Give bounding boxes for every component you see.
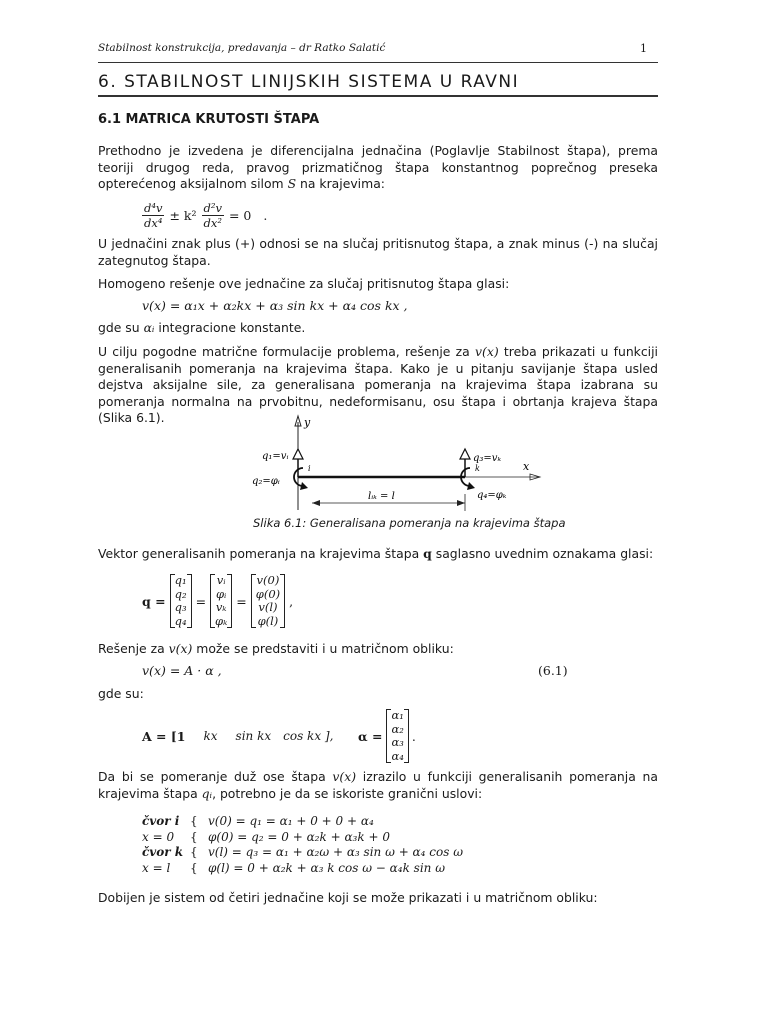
eq1-pm: ± k² <box>169 207 197 223</box>
label-q2: q₂=φᵢ <box>252 476 280 487</box>
equation-differential <box>140 197 267 233</box>
eq1-tail: . <box>263 207 268 223</box>
label-q1: q₁=vᵢ <box>262 451 289 462</box>
equation-6-1: v(x) = A · α , <box>142 663 222 678</box>
paragraph-intro-end: na krajevima: <box>300 176 385 191</box>
equation-alpha-vector: α = α₁ α₂ α₃ α₄ . <box>358 708 416 763</box>
paragraph-matrix-form: Rešenje za v(x) može se predstaviti i u matričnom obliku: <box>98 641 454 656</box>
label-length: lᵢₖ = l <box>368 491 395 502</box>
label-q3: q₃=vₖ <box>473 453 502 464</box>
figure-beam-diagram <box>240 412 550 516</box>
equation-A-matrix: A = [1 kx sin kx cos kx ], <box>142 728 334 744</box>
chapter-title: 6. STABILNOST LINIJSKIH SISTEMA U RAVNI <box>98 72 520 92</box>
label-q4: q₄=φₖ <box>477 490 507 501</box>
section-title: 6.1 MATRICA KRUTOSTI ŠTAPA <box>98 112 320 127</box>
paragraph-sign: U jednačini znak plus (+) odnosi se na slučaj pritisnutog štapa, a znak minus (-) na slučaj zategnutog štapa. <box>98 236 658 268</box>
paragraph-formulation: U cilju pogodne matrične formulacije problema, rešenje za v(x) treba prikazati u funkciji generalisanih pomeranja na krajevima štapa. Kako je u pitanju savijanje štapa usled dejstva aksijalne sile, za generalisana pomeranja na krajevima štapa izabrana su pomeranja normalna na prvobitnu, nedeformisanu, osu štapa i obrtanja krajeva štapa (Slika 6.1). <box>98 344 658 425</box>
figure-caption: Slika 6.1: Generalisana pomeranja na krajevima štapa <box>253 516 566 530</box>
title-rule <box>98 95 658 97</box>
symbol-q-bold: q <box>423 546 432 561</box>
symbol-vx: v(x) <box>475 344 499 359</box>
paragraph-homogeneous: Homogeno rešenje ove jednačine za slučaj pritisnutog štapa glasi: <box>98 276 510 291</box>
equation-q-vector: q = q₁ q₂ q₃ q₄ = vᵢ φᵢ vₖ φₖ = v(0) φ(0) v(l) φ(l) , <box>142 573 294 628</box>
symbol-S: S <box>287 176 297 191</box>
paragraph-vector: Vektor generalisanih pomeranja na krajevima štapa q saglasno uvednim oznakama glasi: <box>98 546 654 561</box>
paragraph-intro-text: Prethodno je izvedena je diferencijalna jednačina (Poglavlje Stabilnost štapa), prema teoriji drugog reda, pravog prizmatičnog štapa konstantnog poprečnog preseka opterećenog aksijalnom silom <box>98 143 658 191</box>
paragraph-system: Dobijen je sistem od četiri jednačine koji se može prikazati i u matričnom obliku: <box>98 890 598 905</box>
running-header: Stabilnost konstrukcija, predavanja – dr Ratko Salatić <box>98 42 386 54</box>
q-vector-col2: vᵢ φᵢ vₖ φₖ <box>210 574 232 628</box>
fraction-d4v: d⁴v dx⁴ <box>144 200 163 230</box>
x-axis-label: x <box>523 460 530 473</box>
equation-solution: v(x) = α₁x + α₂kx + α₃ sin kx + α₄ cos kx , <box>142 298 408 313</box>
page-number: 1 <box>640 42 647 55</box>
boundary-conditions: čvor i { v(0) = q₁ = α₁ + 0 + 0 + α₄ x = 0 { φ(0) = q₂ = 0 + α₂k + α₃k + 0 čvor k { v(l) = q₃ = α₁ + α₂ω + α₃ sin ω + α₄ cos ω x = l { φ(l) = 0 + α₂k + α₃ k cos ω − α₄k sin ω <box>142 814 463 875</box>
q-vector-lhs: q = <box>142 593 166 609</box>
paragraph-boundary: Da bi se pomeranje duž ose štapa v(x) izrazilo u funkciji generalisanih pomeranja na krajevima štapa qᵢ, potrebno je da se iskoriste granični uslovi: <box>98 769 658 801</box>
y-axis-label: y <box>304 416 311 429</box>
eq1-rhs: = 0 <box>228 207 252 223</box>
paragraph-where: gde su: <box>98 686 144 701</box>
label-node-i: i <box>308 464 311 473</box>
header-rule <box>98 62 658 63</box>
q-vector-col3: v(0) φ(0) v(l) φ(l) <box>251 574 285 628</box>
equation-number-6-1: (6.1) <box>538 663 568 678</box>
fraction-d2v: $\frac{\text{d²v}}{\text{dx²}}$ <box>203 200 222 230</box>
symbol-alpha-i: αᵢ <box>143 320 155 335</box>
paragraph-constants: gde su αᵢ integracione konstante. <box>98 320 306 335</box>
label-node-k: k <box>475 464 480 473</box>
q-vector-col1: q₁ q₂ q₃ q₄ <box>170 574 192 628</box>
paragraph-intro <box>98 143 658 193</box>
